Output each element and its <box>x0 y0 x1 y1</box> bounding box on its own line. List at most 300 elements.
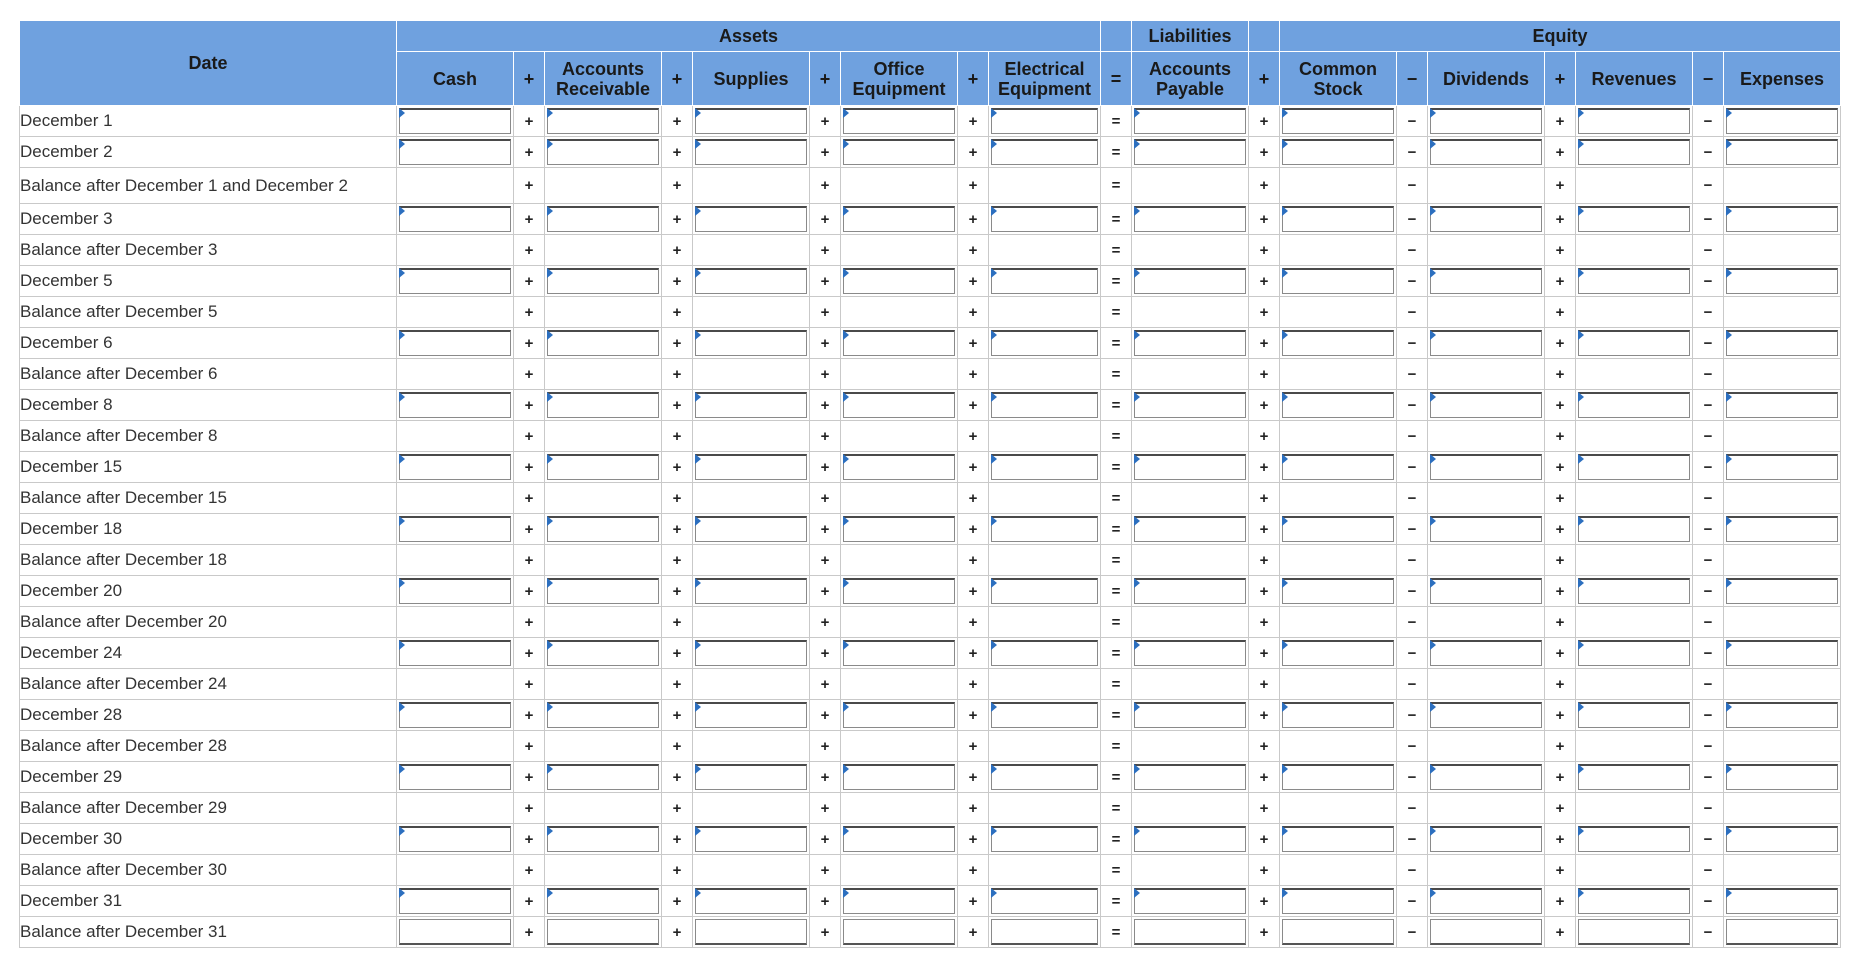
supplies-input[interactable] <box>695 888 807 914</box>
accounts-receivable-cell <box>545 106 662 137</box>
expenses-total-input[interactable] <box>1726 919 1838 945</box>
supplies-cell <box>693 266 810 297</box>
cash-cell <box>397 137 514 168</box>
input-marker-icon <box>1578 516 1584 526</box>
input-marker-icon <box>1726 268 1732 278</box>
input-marker-icon <box>1282 330 1288 340</box>
operator-sign: + <box>514 731 545 762</box>
electrical-equipment-input[interactable] <box>991 640 1098 666</box>
cash-cell <box>397 235 514 266</box>
cash-input[interactable] <box>399 764 511 790</box>
cash-input[interactable] <box>399 392 511 418</box>
expenses-input[interactable] <box>1726 640 1838 666</box>
accounts-payable-total-input[interactable] <box>1134 919 1246 945</box>
common-stock-input[interactable] <box>1282 640 1394 666</box>
input-marker-icon <box>1282 206 1288 216</box>
office-equipment-cell <box>841 483 958 514</box>
operator-sign: = <box>1101 421 1132 452</box>
electrical-equipment-input[interactable] <box>991 139 1098 165</box>
dividends-input[interactable] <box>1430 454 1542 480</box>
operator-sign: + <box>1545 390 1576 421</box>
operator-sign: + <box>1249 359 1280 390</box>
revenues-total-input[interactable] <box>1578 919 1690 945</box>
operator-sign: − <box>1693 390 1724 421</box>
accounts-payable-input[interactable] <box>1134 139 1246 165</box>
operator-sign: − <box>1693 576 1724 607</box>
office-equipment-input[interactable] <box>843 888 955 914</box>
input-marker-icon <box>843 578 849 588</box>
supplies-input[interactable] <box>695 764 807 790</box>
electrical-equipment-cell <box>989 328 1101 359</box>
dividends-input[interactable] <box>1430 139 1542 165</box>
office-equipment-header: Office Equipment <box>841 52 958 106</box>
operator-sign: − <box>1397 700 1428 731</box>
accounts-receivable-cell <box>545 421 662 452</box>
expenses-input[interactable] <box>1726 139 1838 165</box>
electrical-equipment-input[interactable] <box>991 268 1098 294</box>
cash-input[interactable] <box>399 578 511 604</box>
expenses-input[interactable] <box>1726 454 1838 480</box>
row-date-label: Balance after December 24 <box>20 669 397 700</box>
revenues-cell <box>1576 204 1693 235</box>
operator-sign: + <box>514 266 545 297</box>
accounts-payable-input[interactable] <box>1134 826 1246 852</box>
supplies-total-input[interactable] <box>695 919 807 945</box>
cash-input[interactable] <box>399 454 511 480</box>
electrical-equipment-input[interactable] <box>991 108 1098 134</box>
cash-input[interactable] <box>399 702 511 728</box>
expenses-input[interactable] <box>1726 516 1838 542</box>
input-marker-icon <box>1726 888 1732 898</box>
input-marker-icon <box>695 640 701 650</box>
office-equipment-input[interactable] <box>843 454 955 480</box>
operator-sign: + <box>1545 359 1576 390</box>
row-date-label: Balance after December 29 <box>20 793 397 824</box>
accounts-payable-input[interactable] <box>1134 268 1246 294</box>
expenses-input[interactable] <box>1726 330 1838 356</box>
input-marker-icon <box>547 764 553 774</box>
operator-sign: + <box>810 669 841 700</box>
office-equipment-input[interactable] <box>843 330 955 356</box>
supplies-input[interactable] <box>695 139 807 165</box>
dividends-input[interactable] <box>1430 268 1542 294</box>
expenses-input[interactable] <box>1726 826 1838 852</box>
office-equipment-cell <box>841 793 958 824</box>
entry-row <box>20 452 1841 483</box>
input-marker-icon <box>1430 139 1436 149</box>
entry-row <box>20 390 1841 421</box>
revenues-cell <box>1576 359 1693 390</box>
supplies-input[interactable] <box>695 206 807 232</box>
accounts-payable-input[interactable] <box>1134 702 1246 728</box>
accounts-receivable-input[interactable] <box>547 108 659 134</box>
dividends-input[interactable] <box>1430 888 1542 914</box>
dividends-cell <box>1428 266 1545 297</box>
dividends-cell <box>1428 700 1545 731</box>
input-marker-icon <box>1282 392 1288 402</box>
revenues-input[interactable] <box>1578 330 1690 356</box>
revenues-cell <box>1576 824 1693 855</box>
accounts-payable-input[interactable] <box>1134 516 1246 542</box>
input-marker-icon <box>547 330 553 340</box>
electrical-equipment-total-input[interactable] <box>991 919 1098 945</box>
accounts-payable-input[interactable] <box>1134 108 1246 134</box>
common-stock-cell <box>1280 390 1397 421</box>
operator-sign: + <box>514 762 545 793</box>
common-stock-input[interactable] <box>1282 764 1394 790</box>
entry-row <box>20 266 1841 297</box>
operator-sign: + <box>958 886 989 917</box>
electrical-equipment-input[interactable] <box>991 764 1098 790</box>
common-stock-input[interactable] <box>1282 888 1394 914</box>
operator-sign: + <box>958 235 989 266</box>
operator-header: − <box>1397 52 1428 106</box>
cash-cell <box>397 545 514 576</box>
electrical-equipment-input[interactable] <box>991 454 1098 480</box>
accounts-payable-cell <box>1132 204 1249 235</box>
row-date-label: Balance after December 28 <box>20 731 397 762</box>
accounts-payable-cell <box>1132 266 1249 297</box>
common-stock-cell <box>1280 793 1397 824</box>
operator-sign: − <box>1397 917 1428 948</box>
supplies-cell <box>693 638 810 669</box>
office-equipment-cell <box>841 390 958 421</box>
office-equipment-input[interactable] <box>843 640 955 666</box>
operator-sign: + <box>662 669 693 700</box>
input-marker-icon <box>399 888 405 898</box>
input-marker-icon <box>399 268 405 278</box>
expenses-input[interactable] <box>1726 702 1838 728</box>
revenues-input[interactable] <box>1578 516 1690 542</box>
common-stock-input[interactable] <box>1282 392 1394 418</box>
office-equipment-input[interactable] <box>843 268 955 294</box>
expenses-input[interactable] <box>1726 392 1838 418</box>
dividends-input[interactable] <box>1430 702 1542 728</box>
cash-input[interactable] <box>399 206 511 232</box>
dividends-input[interactable] <box>1430 578 1542 604</box>
input-marker-icon <box>991 330 997 340</box>
entry-row <box>20 576 1841 607</box>
operator-sign: + <box>1249 886 1280 917</box>
electrical-equipment-cell <box>989 669 1101 700</box>
common-stock-cell <box>1280 824 1397 855</box>
electrical-equipment-cell <box>989 886 1101 917</box>
common-stock-total-input[interactable] <box>1282 919 1394 945</box>
operator-header: − <box>1693 52 1724 106</box>
expenses-cell <box>1724 168 1841 204</box>
cash-input[interactable] <box>399 516 511 542</box>
cash-input[interactable] <box>399 268 511 294</box>
operator-sign: + <box>810 204 841 235</box>
electrical-equipment-input[interactable] <box>991 206 1098 232</box>
office-equipment-cell <box>841 669 958 700</box>
operator-sign: + <box>1249 545 1280 576</box>
common-stock-input[interactable] <box>1282 330 1394 356</box>
common-stock-input[interactable] <box>1282 826 1394 852</box>
revenues-input[interactable] <box>1578 764 1690 790</box>
operator-sign: + <box>810 607 841 638</box>
row-date-label: December 31 <box>20 886 397 917</box>
accounts-receivable-input[interactable] <box>547 826 659 852</box>
input-marker-icon <box>991 826 997 836</box>
input-marker-icon <box>547 888 553 898</box>
operator-sign: + <box>514 607 545 638</box>
dividends-cell <box>1428 359 1545 390</box>
supplies-cell <box>693 328 810 359</box>
electrical-equipment-input[interactable] <box>991 578 1098 604</box>
accounts-payable-input[interactable] <box>1134 454 1246 480</box>
entry-row <box>20 824 1841 855</box>
supplies-input[interactable] <box>695 108 807 134</box>
operator-sign: + <box>1545 576 1576 607</box>
cash-cell <box>397 390 514 421</box>
cash-input[interactable] <box>399 640 511 666</box>
revenues-input[interactable] <box>1578 826 1690 852</box>
common-stock-input[interactable] <box>1282 108 1394 134</box>
supplies-input[interactable] <box>695 826 807 852</box>
accounts-receivable-cell <box>545 886 662 917</box>
supplies-input[interactable] <box>695 454 807 480</box>
supplies-input[interactable] <box>695 392 807 418</box>
accounts-receivable-input[interactable] <box>547 578 659 604</box>
operator-sign: + <box>662 235 693 266</box>
row-date-label: December 29 <box>20 762 397 793</box>
office-equipment-input[interactable] <box>843 764 955 790</box>
input-marker-icon <box>399 578 405 588</box>
expenses-input[interactable] <box>1726 206 1838 232</box>
common-stock-input[interactable] <box>1282 516 1394 542</box>
electrical-equipment-input[interactable] <box>991 702 1098 728</box>
input-marker-icon <box>1726 330 1732 340</box>
supplies-input[interactable] <box>695 268 807 294</box>
input-marker-icon <box>1134 640 1140 650</box>
row-date-label: Balance after December 20 <box>20 607 397 638</box>
input-marker-icon <box>547 139 553 149</box>
office-equipment-input[interactable] <box>843 516 955 542</box>
operator-sign: + <box>514 235 545 266</box>
operator-sign: + <box>1545 700 1576 731</box>
accounts-payable-input[interactable] <box>1134 392 1246 418</box>
office-equipment-input[interactable] <box>843 206 955 232</box>
cash-cell <box>397 266 514 297</box>
electrical-equipment-cell <box>989 137 1101 168</box>
operator-sign: + <box>810 421 841 452</box>
operator-sign: = <box>1101 483 1132 514</box>
cash-input[interactable] <box>399 888 511 914</box>
supplies-input[interactable] <box>695 640 807 666</box>
row-date-label: December 30 <box>20 824 397 855</box>
accounts-receivable-input[interactable] <box>547 454 659 480</box>
accounts-receivable-input[interactable] <box>547 392 659 418</box>
expenses-input[interactable] <box>1726 888 1838 914</box>
operator-sign: − <box>1693 638 1724 669</box>
electrical-equipment-input[interactable] <box>991 516 1098 542</box>
office-equipment-total-input[interactable] <box>843 919 955 945</box>
operator-sign: − <box>1397 266 1428 297</box>
revenues-input[interactable] <box>1578 268 1690 294</box>
operator-sign: + <box>810 731 841 762</box>
operator-sign: + <box>1249 168 1280 204</box>
supplies-input[interactable] <box>695 578 807 604</box>
electrical-equipment-input[interactable] <box>991 826 1098 852</box>
accounts-receivable-input[interactable] <box>547 702 659 728</box>
cash-input[interactable] <box>399 139 511 165</box>
cash-input[interactable] <box>399 826 511 852</box>
input-marker-icon <box>1430 826 1436 836</box>
revenues-input[interactable] <box>1578 108 1690 134</box>
operator-sign: + <box>810 359 841 390</box>
accounts-payable-input[interactable] <box>1134 578 1246 604</box>
revenues-input[interactable] <box>1578 578 1690 604</box>
revenues-input[interactable] <box>1578 702 1690 728</box>
dividends-input[interactable] <box>1430 108 1542 134</box>
office-equipment-input[interactable] <box>843 702 955 728</box>
operator-sign: + <box>1545 855 1576 886</box>
dividends-input[interactable] <box>1430 392 1542 418</box>
revenues-input[interactable] <box>1578 640 1690 666</box>
operator-sign: = <box>1101 607 1132 638</box>
accounts-payable-input[interactable] <box>1134 206 1246 232</box>
dividends-input[interactable] <box>1430 640 1542 666</box>
row-date-label: December 5 <box>20 266 397 297</box>
expenses-input[interactable] <box>1726 764 1838 790</box>
dividends-input[interactable] <box>1430 206 1542 232</box>
operator-sign: + <box>958 731 989 762</box>
supplies-input[interactable] <box>695 330 807 356</box>
cash-input[interactable] <box>399 108 511 134</box>
supplies-cell <box>693 576 810 607</box>
accounts-payable-input[interactable] <box>1134 764 1246 790</box>
input-marker-icon <box>1726 392 1732 402</box>
accounts-receivable-input[interactable] <box>547 888 659 914</box>
dividends-input[interactable] <box>1430 764 1542 790</box>
revenues-input[interactable] <box>1578 888 1690 914</box>
operator-sign: + <box>810 266 841 297</box>
operator-sign: − <box>1693 235 1724 266</box>
electrical-equipment-header: Electrical Equipment <box>989 52 1101 106</box>
input-marker-icon <box>547 268 553 278</box>
input-marker-icon <box>843 108 849 118</box>
dividends-cell <box>1428 545 1545 576</box>
accounts-payable-input[interactable] <box>1134 640 1246 666</box>
accounts-receivable-total-input[interactable] <box>547 919 659 945</box>
operator-sign: − <box>1693 731 1724 762</box>
electrical-equipment-input[interactable] <box>991 392 1098 418</box>
expenses-input[interactable] <box>1726 268 1838 294</box>
dividends-input[interactable] <box>1430 516 1542 542</box>
office-equipment-cell <box>841 235 958 266</box>
operator-sign: + <box>514 483 545 514</box>
expenses-input[interactable] <box>1726 108 1838 134</box>
dividends-input[interactable] <box>1430 330 1542 356</box>
common-stock-input[interactable] <box>1282 268 1394 294</box>
row-date-label: December 2 <box>20 137 397 168</box>
operator-sign: + <box>662 731 693 762</box>
accounts-payable-cell <box>1132 452 1249 483</box>
common-stock-cell <box>1280 204 1397 235</box>
accounts-payable-input[interactable] <box>1134 330 1246 356</box>
office-equipment-input[interactable] <box>843 108 955 134</box>
input-marker-icon <box>843 139 849 149</box>
electrical-equipment-cell <box>989 576 1101 607</box>
common-stock-input[interactable] <box>1282 454 1394 480</box>
operator-sign: = <box>1101 700 1132 731</box>
supplies-cell <box>693 545 810 576</box>
accounts-receivable-input[interactable] <box>547 268 659 294</box>
supplies-input[interactable] <box>695 702 807 728</box>
operator-sign: + <box>810 762 841 793</box>
supplies-cell <box>693 106 810 137</box>
accounts-receivable-input[interactable] <box>547 206 659 232</box>
operator-sign: − <box>1693 297 1724 328</box>
input-marker-icon <box>1134 578 1140 588</box>
accounts-payable-input[interactable] <box>1134 888 1246 914</box>
common-stock-input[interactable] <box>1282 139 1394 165</box>
operator-sign: + <box>1545 762 1576 793</box>
operator-sign: − <box>1693 266 1724 297</box>
electrical-equipment-cell <box>989 390 1101 421</box>
expenses-input[interactable] <box>1726 578 1838 604</box>
revenues-input[interactable] <box>1578 206 1690 232</box>
operator-sign: + <box>958 328 989 359</box>
accounts-payable-cell <box>1132 917 1249 948</box>
accounts-receivable-cell <box>545 168 662 204</box>
electrical-equipment-cell <box>989 168 1101 204</box>
accounts-receivable-input[interactable] <box>547 330 659 356</box>
operator-sign: + <box>1545 886 1576 917</box>
expenses-cell <box>1724 297 1841 328</box>
input-marker-icon <box>695 578 701 588</box>
operator-sign: = <box>1101 669 1132 700</box>
office-equipment-input[interactable] <box>843 826 955 852</box>
operator-sign: − <box>1397 762 1428 793</box>
office-equipment-input[interactable] <box>843 392 955 418</box>
accounts-receivable-input[interactable] <box>547 139 659 165</box>
common-stock-input[interactable] <box>1282 702 1394 728</box>
input-marker-icon <box>1578 826 1584 836</box>
operator-sign: + <box>1249 793 1280 824</box>
row-date-label: December 8 <box>20 390 397 421</box>
revenues-input[interactable] <box>1578 139 1690 165</box>
electrical-equipment-cell <box>989 204 1101 235</box>
accounting-equation-table <box>19 20 1841 948</box>
supplies-input[interactable] <box>695 516 807 542</box>
common-stock-input[interactable] <box>1282 206 1394 232</box>
equity-group-header: Equity <box>1280 21 1841 52</box>
expenses-cell <box>1724 824 1841 855</box>
dividends-input[interactable] <box>1430 826 1542 852</box>
electrical-equipment-input[interactable] <box>991 888 1098 914</box>
revenues-input[interactable] <box>1578 454 1690 480</box>
cash-total-input[interactable] <box>399 919 511 945</box>
accounts-receivable-input[interactable] <box>547 764 659 790</box>
dividends-total-input[interactable] <box>1430 919 1542 945</box>
office-equipment-input[interactable] <box>843 139 955 165</box>
balance-row <box>20 421 1841 452</box>
accounts-receivable-input[interactable] <box>547 516 659 542</box>
accounts-receivable-input[interactable] <box>547 640 659 666</box>
cash-cell <box>397 576 514 607</box>
revenues-input[interactable] <box>1578 392 1690 418</box>
electrical-equipment-input[interactable] <box>991 330 1098 356</box>
input-marker-icon <box>1578 206 1584 216</box>
dividends-cell <box>1428 483 1545 514</box>
office-equipment-input[interactable] <box>843 578 955 604</box>
entry-row <box>20 514 1841 545</box>
revenues-cell <box>1576 855 1693 886</box>
cash-input[interactable] <box>399 330 511 356</box>
common-stock-input[interactable] <box>1282 578 1394 604</box>
